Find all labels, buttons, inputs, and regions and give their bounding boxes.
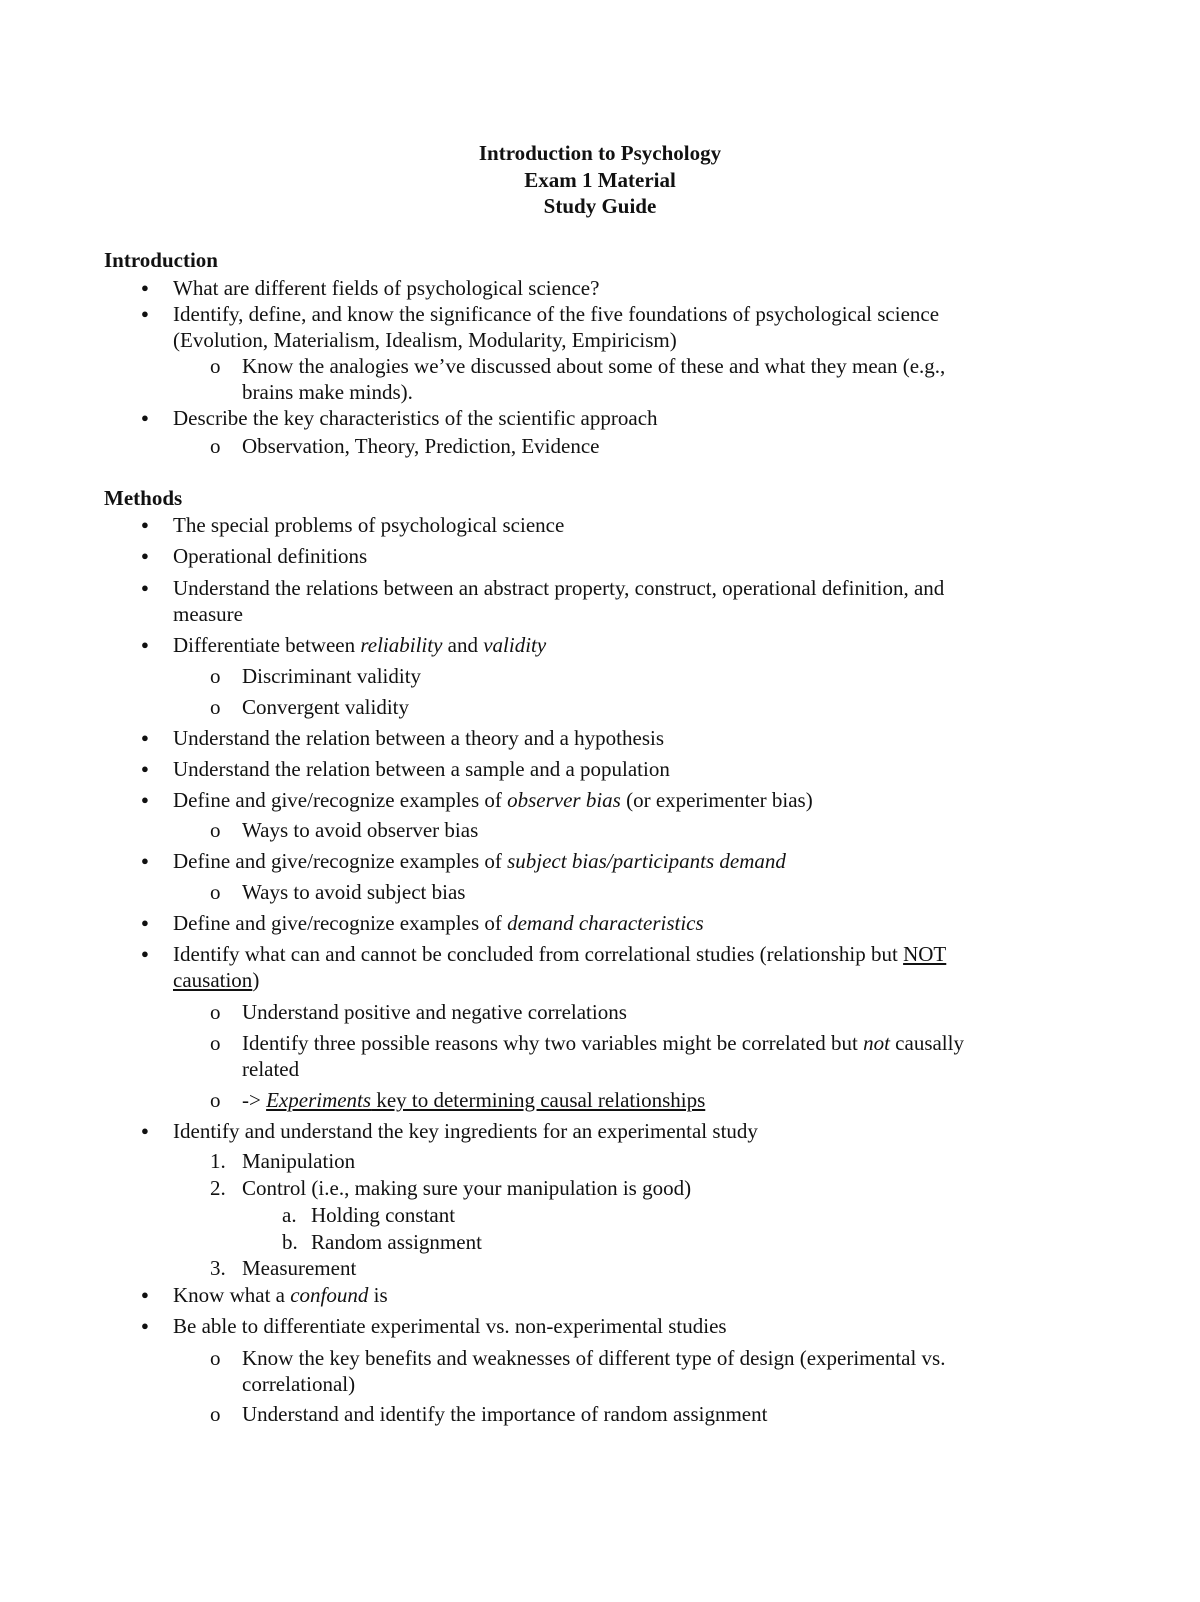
sub-list-item-continuation: correlational) — [242, 1372, 356, 1396]
sub-list-item — [242, 1030, 964, 1056]
sub-list-item: Discriminant validity — [242, 664, 422, 688]
lettered-item: Random assignment — [311, 1230, 482, 1254]
bullet-icon: ● — [141, 410, 149, 425]
sub-bullet-icon: o — [210, 818, 221, 842]
bullet-icon: ● — [141, 517, 149, 532]
course-title: Introduction to Psychology — [478, 141, 722, 165]
section-heading-methods: Methods — [104, 486, 183, 510]
text-run: key to determining causal relationships — [371, 1088, 706, 1112]
list-item: What are different fields of psychological science? — [173, 276, 600, 300]
list-item — [173, 1282, 388, 1308]
list-item: Understand the relation between a theory and a hypothesis — [173, 726, 665, 750]
list-item: Describe the key characteristics of the scientific approach — [173, 406, 658, 430]
text-run: (or experimenter bias) — [620, 788, 813, 812]
text-run: Identify three possible reasons why two variables might be correlated but — [242, 1031, 864, 1055]
list-item: Operational definitions — [173, 544, 368, 568]
numbered-marker: 2. — [210, 1176, 226, 1200]
sub-bullet-icon: o — [210, 880, 221, 904]
list-item — [173, 910, 704, 936]
lettered-marker: b. — [282, 1230, 298, 1254]
exam-title: Exam 1 Material — [524, 167, 676, 192]
sub-list-item: Observation, Theory, Prediction, Evidence — [242, 434, 600, 458]
sub-bullet-icon: o — [210, 664, 221, 688]
text-run: -> — [242, 1088, 267, 1112]
bullet-icon: ● — [141, 915, 149, 930]
bullet-icon: ● — [141, 580, 149, 595]
numbered-item: Control (i.e., making sure your manipulation is good) — [242, 1176, 692, 1200]
list-item-continuation: measure — [173, 602, 243, 626]
sub-list-item: Ways to avoid subject bias — [242, 880, 466, 904]
bullet-icon: ● — [141, 1318, 149, 1333]
sub-list-item-continuation: related — [242, 1057, 300, 1081]
bullet-icon: ● — [141, 946, 149, 961]
sub-bullet-icon: o — [210, 1088, 221, 1112]
lettered-marker: a. — [282, 1203, 297, 1227]
text-run: Define and give/recognize examples of — [173, 911, 508, 935]
list-item: Identify and understand the key ingredients for an experimental study — [173, 1119, 758, 1143]
sub-bullet-icon: o — [210, 434, 221, 458]
list-item — [173, 632, 546, 658]
list-item: Understand the relation between a sample and a population — [173, 757, 670, 781]
sub-list-item: Know the analogies we’ve discussed about some of these and what they mean (e.g., — [242, 354, 946, 378]
list-item: Understand the relations between an abstract property, construct, operational definition, and — [173, 576, 945, 600]
list-item: The special problems of psychological science — [173, 513, 565, 537]
numbered-item: Measurement — [242, 1256, 357, 1280]
numbered-item: Manipulation — [242, 1149, 356, 1173]
list-item: Identify, define, and know the significance of the five foundations of psychological science — [173, 302, 940, 326]
bullet-icon: ● — [141, 637, 149, 652]
sub-bullet-icon: o — [210, 1402, 221, 1426]
lettered-item: Holding constant — [311, 1203, 456, 1227]
bullet-icon: ● — [141, 1287, 149, 1302]
text-run: Define and give/recognize examples of — [173, 849, 508, 873]
bullet-icon: ● — [141, 730, 149, 745]
underlined-term: NOT — [903, 942, 947, 966]
sub-bullet-icon: o — [210, 354, 221, 378]
list-item — [173, 848, 786, 874]
text-run: Know what a — [173, 1283, 291, 1307]
sub-bullet-icon: o — [210, 695, 221, 719]
underlined-term: causation — [173, 968, 253, 992]
text-run: causally — [889, 1031, 964, 1055]
list-item — [173, 787, 813, 813]
emphasis-term: Experiments — [266, 1088, 372, 1112]
bullet-icon: ● — [141, 761, 149, 776]
text-run: is — [368, 1283, 388, 1307]
sub-list-item: Understand positive and negative correlations — [242, 1000, 627, 1024]
text-run: Differentiate between — [173, 633, 361, 657]
sub-list-item: Ways to avoid observer bias — [242, 818, 479, 842]
section-heading-introduction: Introduction — [104, 248, 218, 272]
list-item — [173, 941, 946, 967]
bullet-icon: ● — [141, 548, 149, 563]
text-run: Identify what can and cannot be concluded from correlational studies (relationship but — [173, 942, 904, 966]
sub-bullet-icon: o — [210, 1346, 221, 1370]
sub-list-item — [242, 1087, 705, 1113]
bullet-icon: ● — [141, 280, 149, 295]
text-run: and — [442, 633, 484, 657]
numbered-marker: 1. — [210, 1149, 226, 1173]
list-item-continuation: (Evolution, Materialism, Idealism, Modularity, Empiricism) — [173, 328, 677, 352]
numbered-marker: 3. — [210, 1256, 226, 1280]
bullet-icon: ● — [141, 306, 149, 321]
emphasis-term: not — [863, 1031, 890, 1055]
sub-list-item: Understand and identify the importance of random assignment — [242, 1402, 768, 1426]
text-run: ) — [252, 968, 260, 992]
sub-list-item: Convergent validity — [242, 695, 410, 719]
sub-list-item: Know the key benefits and weaknesses of different type of design (experimental vs. — [242, 1346, 946, 1370]
sub-bullet-icon: o — [210, 1000, 221, 1024]
emphasis-term: demand characteristics — [507, 911, 704, 935]
bullet-icon: ● — [141, 1123, 149, 1138]
emphasis-term: observer bias — [507, 788, 621, 812]
bullet-icon: ● — [141, 853, 149, 868]
text-run: Define and give/recognize examples of — [173, 788, 508, 812]
list-item-continuation — [173, 967, 259, 993]
emphasis-term: confound — [290, 1283, 369, 1307]
bullet-icon: ● — [141, 792, 149, 807]
emphasis-term: reliability — [360, 633, 443, 657]
emphasis-term: validity — [483, 633, 547, 657]
list-item: Be able to differentiate experimental vs. non-experimental studies — [173, 1314, 727, 1338]
guide-title: Study Guide — [543, 194, 657, 218]
emphasis-term: subject bias/participants demand — [507, 849, 786, 873]
title-block — [0, 140, 1200, 220]
underlined-phrase — [266, 1088, 705, 1112]
sub-bullet-icon: o — [210, 1031, 221, 1055]
sub-list-item-continuation: brains make minds). — [242, 380, 413, 404]
